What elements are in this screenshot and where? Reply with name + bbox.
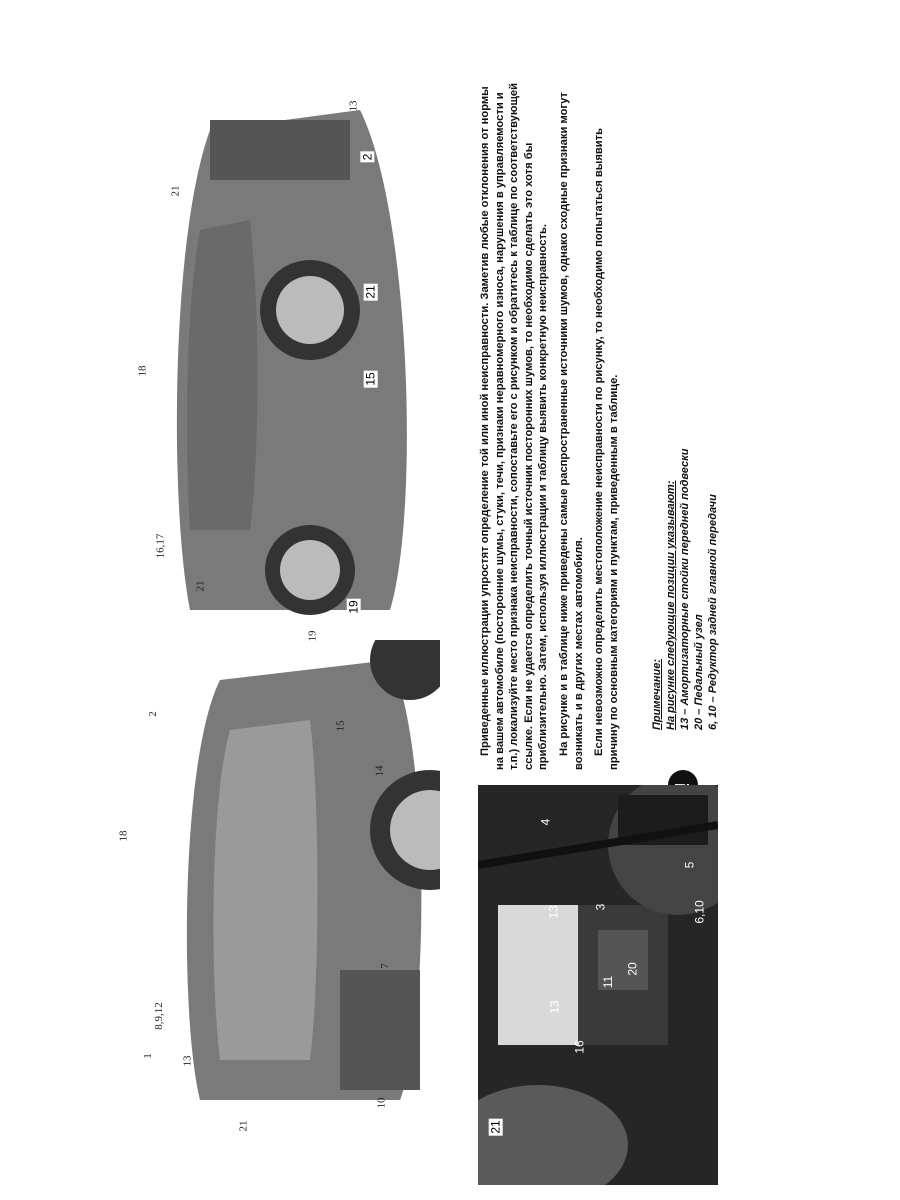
rear-label-21c: 21 xyxy=(169,185,182,197)
interior-label-16: 16 xyxy=(572,1040,587,1054)
rear-label-21a: 21 xyxy=(194,580,207,592)
front-label-18: 18 xyxy=(117,830,130,842)
interior-label-11: 11 xyxy=(601,975,616,989)
rear-label-21b: 21 xyxy=(363,285,378,299)
front-label-10: 10 xyxy=(375,1097,388,1109)
interior-label-20: 20 xyxy=(625,962,640,976)
rear-label-15: 15 xyxy=(363,372,378,386)
interior-label-21: 21 xyxy=(488,1120,503,1134)
text-column xyxy=(478,80,648,770)
note-item-2: 20 – Педальный узел xyxy=(693,614,705,730)
interior-label-13b: 13 xyxy=(546,905,561,919)
rear-label-18: 18 xyxy=(136,365,149,377)
front-label-15: 15 xyxy=(334,720,347,732)
note-item-3: 6, 10 – Редуктор задней главной передачи xyxy=(707,494,719,730)
paragraph-2: На рисунке и в таблице ниже приведены самые распространенные источники шумов, однако сходные признаки могут возникать и в других местах автомобиля. xyxy=(557,92,585,770)
rear-label-2: 2 xyxy=(360,153,375,161)
interior-label-4: 4 xyxy=(538,818,553,826)
front-label-8-9-12: 8,9,12 xyxy=(152,1002,165,1030)
front-label-7: 7 xyxy=(378,963,391,969)
front-label-2: 2 xyxy=(146,711,159,717)
rear-car-photo xyxy=(150,90,440,630)
interior-label-13a: 13 xyxy=(547,1000,562,1014)
front-label-19: 19 xyxy=(306,630,319,642)
interior-label-3: 3 xyxy=(593,903,608,911)
note-block xyxy=(650,350,720,730)
rear-label-13: 13 xyxy=(347,100,360,112)
front-label-1: 1 xyxy=(141,1053,154,1059)
rear-label-16-17: 16,17 xyxy=(154,533,167,559)
interior-label-5: 5 xyxy=(682,861,697,869)
front-label-14: 14 xyxy=(373,765,386,777)
front-car-photo xyxy=(140,640,440,1120)
front-label-13: 13 xyxy=(181,1055,194,1067)
rear-label-19: 19 xyxy=(346,600,361,614)
rear-car-illustration xyxy=(150,90,440,630)
interior-photo xyxy=(478,785,718,1185)
interior-label-6-10: 6,10 xyxy=(692,900,707,924)
paragraph-3: Если невозможно определить местоположение неисправности по рисунку, то необходимо попытаться выявить причину по основным категориям и пунктам, приведенным в таблице. xyxy=(593,128,620,770)
note-title: Примечание: xyxy=(651,658,663,730)
interior-illustration xyxy=(478,785,718,1185)
front-car-illustration xyxy=(140,640,440,1120)
note-intro: На рисунке следующие позиции указывают: xyxy=(665,480,677,730)
note-item-1: 13 – Амортизаторные стойки передней подвески xyxy=(679,448,691,730)
front-label-21: 21 xyxy=(237,1120,250,1132)
paragraph-1: Приведенные иллюстрации упростят определение той или иной неисправности. Заметив любые отклонения от нормы на вашем автомобиле (посторонние шумы, стуки, течи, признаки неравномерного износа, нарушения в управляемости и т.п.) локализуйте место признака неисправности, сопоставьте его с рисунком и обратитесь к таблице по соответствующей ссылке. Если не удается определить точный источник посторонних шумов, то необходимо сделать это хотя бы приблизительно. Затем, используя иллюстрации и таблицу выявить конкретную неисправность. xyxy=(479,83,550,770)
